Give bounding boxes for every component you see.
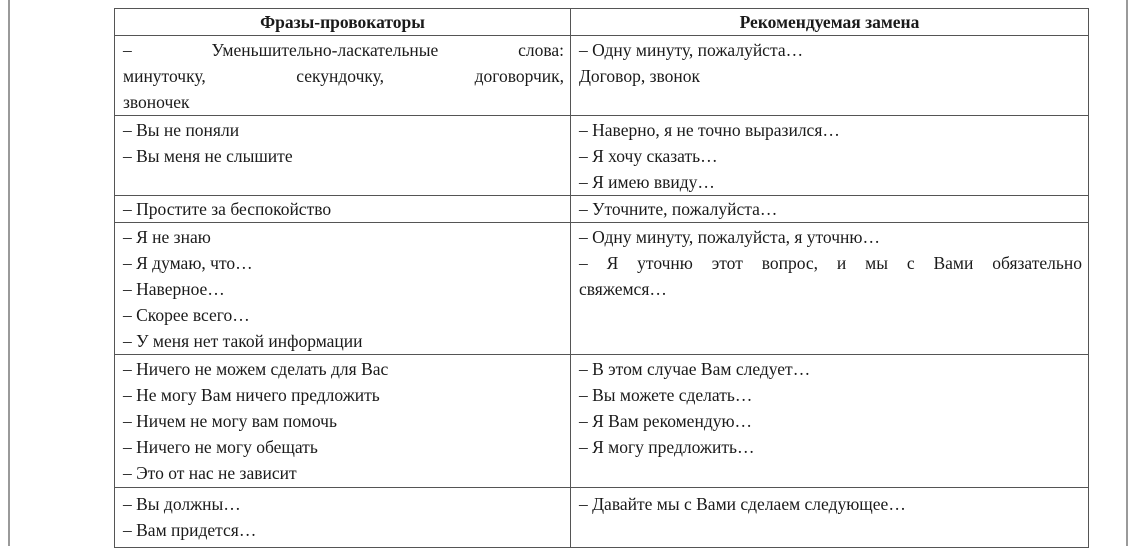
cell-line: – Наверно, я не точно выразился… [579,120,840,140]
cell-line: – Я имею ввиду… [579,172,715,192]
cell-replacement [571,116,1089,196]
cell-line: – Уменьшительно-ласкательные слова: [123,40,564,60]
cell-line: – Наверное… [123,279,225,299]
cell-line: – Ничего не могу обещать [123,437,318,457]
table-row [115,355,1089,488]
cell-line: – Я могу предложить… [579,437,755,457]
cell-line: – Одну минуту, пожалуйста, я уточню… [579,227,880,247]
header-recommended-replacement: Рекомендуемая замена [571,9,1089,36]
cell-line: – Вы меня не слышите [123,146,293,166]
cell-line: – Ничего не можем сделать для Вас [123,359,389,379]
cell-line: – Вы должны… [123,494,241,514]
table-row [115,196,1089,223]
cell-line: звоночек [123,92,190,112]
cell-provocative [115,196,571,223]
cell-line: – Вы можете сделать… [579,385,753,405]
cell-line: – Я думаю, что… [123,253,253,273]
cell-line: – Я не знаю [123,227,211,247]
cell-line: – Простите за беспокойство [123,199,332,219]
cell-provocative [115,355,571,488]
cell-line: – Я хочу сказать… [579,146,718,166]
table-row [115,36,1089,116]
cell-line: минуточку, секундочку, договорчик, [123,66,564,86]
cell-line: – Ничем не могу вам помочь [123,411,337,431]
table-row [115,116,1089,196]
cell-replacement [571,36,1089,116]
cell-replacement [571,223,1089,355]
cell-line: – Вы не поняли [123,120,240,140]
cell-line: – Уточните, пожалуйста… [579,199,778,219]
phrases-table [114,8,1089,548]
cell-line: – Скорее всего… [123,305,250,325]
cell-replacement [571,488,1089,548]
cell-line: – Давайте мы с Вами сделаем следующее… [579,494,906,514]
cell-line: – У меня нет такой информации [123,331,363,351]
cell-replacement [571,196,1089,223]
cell-provocative [115,36,571,116]
table-header-row [115,9,1089,36]
table-row [115,223,1089,355]
left-edge-line [8,0,10,546]
cell-line: – Я уточню этот вопрос, и мы с Вами обязательно [579,253,1082,273]
right-edge-line [1126,0,1128,546]
cell-line: свяжемся… [579,279,667,299]
cell-line: – Я Вам рекомендую… [579,411,753,431]
cell-provocative [115,116,571,196]
cell-line: Договор, звонок [579,66,700,86]
cell-provocative [115,488,571,548]
header-provocative-phrases: Фразы-провокаторы [115,9,571,36]
cell-line: – В этом случае Вам следует… [579,359,811,379]
table-row [115,488,1089,548]
cell-line: – Не могу Вам ничего предложить [123,385,380,405]
cell-line: – Это от нас не зависит [123,463,297,483]
cell-line: – Вам придется… [123,520,257,540]
cell-replacement [571,355,1089,488]
cell-line: – Одну минуту, пожалуйста… [579,40,804,60]
cell-provocative [115,223,571,355]
